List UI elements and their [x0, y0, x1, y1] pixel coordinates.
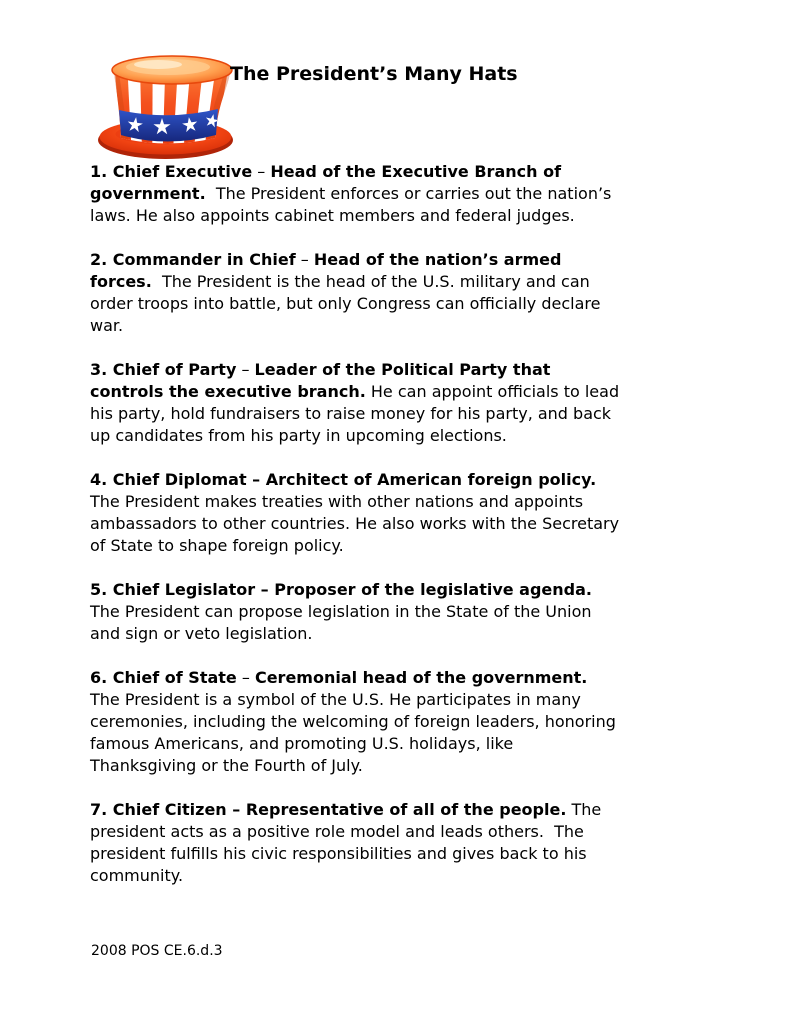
text-segment: president fulfills his civic responsibilities and gives back to his — [90, 844, 587, 863]
text-segment: The President is the head of the U.S. military and can — [151, 272, 590, 291]
text-line — [90, 425, 730, 447]
text-line — [90, 535, 730, 557]
document-title: The President’s Many Hats — [230, 63, 518, 85]
text-line — [90, 315, 730, 337]
bold-text-segment: controls the executive branch. — [90, 382, 366, 401]
text-line — [90, 359, 730, 381]
text-segment: The — [566, 800, 602, 819]
bold-text-segment: 3. Chief of Party — [90, 360, 237, 379]
text-segment: his party, hold fundraisers to raise money for his party, and back — [90, 404, 612, 423]
bold-text-segment: 4. Chief Diplomat – Architect of American foreign policy. — [90, 470, 597, 489]
text-line — [90, 403, 730, 425]
paragraph — [90, 667, 730, 777]
text-line — [90, 205, 730, 227]
text-segment: ceremonies, including the welcoming of foreign leaders, honoring — [90, 712, 616, 731]
text-line — [90, 381, 730, 403]
text-line — [90, 161, 730, 183]
footer-code: 2008 POS CE.6.d.3 — [91, 943, 223, 959]
bold-text-segment: 2. Commander in Chief — [90, 250, 296, 269]
text-segment: – — [236, 360, 255, 379]
text-line — [90, 469, 730, 491]
text-segment: famous Americans, and promoting U.S. holidays, like — [90, 734, 514, 753]
text-segment: – — [295, 250, 314, 269]
bold-text-segment: government. — [90, 184, 206, 203]
text-segment: The President is a symbol of the U.S. He participates in many — [90, 690, 581, 709]
text-line — [90, 733, 730, 755]
bold-text-segment: Head of the nation’s armed — [313, 250, 562, 269]
document-body — [90, 161, 730, 909]
paragraph — [90, 469, 730, 557]
text-line — [90, 689, 730, 711]
text-segment: ambassadors to other countries. He also works with the Secretary — [90, 514, 620, 533]
text-segment: and sign or veto legislation. — [90, 624, 313, 643]
text-segment: up candidates from his party in upcoming elections. — [90, 426, 507, 445]
text-segment: Thanksgiving or the Fourth of July. — [90, 756, 363, 775]
text-line — [90, 843, 730, 865]
text-line — [90, 821, 730, 843]
paragraph — [90, 579, 730, 645]
text-segment: The President enforces or carries out the nation’s — [205, 184, 612, 203]
text-line — [90, 865, 730, 887]
text-segment: community. — [90, 866, 184, 885]
text-segment: – — [252, 162, 271, 181]
paragraph — [90, 359, 730, 447]
bold-text-segment: 1. Chief Executive — [90, 162, 253, 181]
bold-text-segment: 7. Chief Citizen – Representative of all of the people. — [90, 800, 567, 819]
paragraph — [90, 161, 730, 227]
text-segment: order troops into battle, but only Congress can officially declare — [90, 294, 601, 313]
text-line — [90, 667, 730, 689]
text-segment: He can appoint officials to lead — [365, 382, 620, 401]
bold-text-segment: Head of the Executive Branch of — [270, 162, 562, 181]
text-line — [90, 579, 730, 601]
bold-text-segment: Ceremonial head of the government. — [254, 668, 588, 687]
text-segment: war. — [90, 316, 124, 335]
text-line — [90, 601, 730, 623]
bold-text-segment: Leader of the Political Party that — [254, 360, 551, 379]
text-segment: – — [236, 668, 255, 687]
text-segment: The President can propose legislation in the State of the Union — [90, 602, 592, 621]
text-line — [90, 271, 730, 293]
bold-text-segment: 5. Chief Legislator – Proposer of the legislative agenda. — [90, 580, 592, 599]
text-line — [90, 755, 730, 777]
paragraph — [90, 249, 730, 337]
text-segment: The President makes treaties with other nations and appoints — [90, 492, 584, 511]
text-line — [90, 249, 730, 271]
bold-text-segment: forces. — [90, 272, 152, 291]
text-segment: of State to shape foreign policy. — [90, 536, 344, 555]
text-line — [90, 711, 730, 733]
paragraph — [90, 799, 730, 887]
bold-text-segment: 6. Chief of State — [90, 668, 237, 687]
text-line — [90, 799, 730, 821]
text-line — [90, 183, 730, 205]
uncle-sam-top-hat-icon — [94, 48, 238, 160]
text-segment: president acts as a positive role model and leads others. The — [90, 822, 584, 841]
text-line — [90, 491, 730, 513]
text-line — [90, 293, 730, 315]
text-line — [90, 513, 730, 535]
text-line — [90, 623, 730, 645]
text-segment: laws. He also appoints cabinet members and federal judges. — [90, 206, 575, 225]
